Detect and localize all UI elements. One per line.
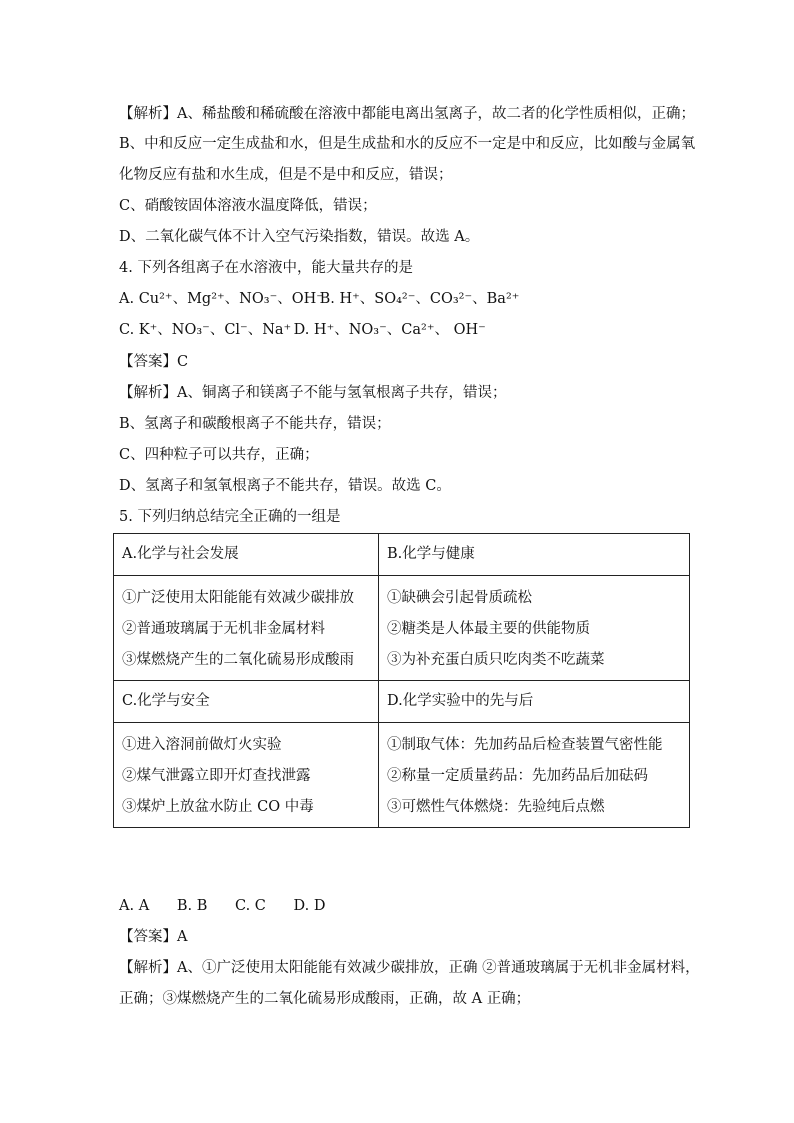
question-4-options-row-1	[119, 289, 519, 309]
answer-5: 【答案】A	[119, 929, 188, 945]
table-item: ①广泛使用太阳能能有效减少碳排放	[122, 590, 354, 606]
cell-c-items	[114, 723, 379, 828]
summary-table	[113, 533, 690, 828]
cell-a-items	[114, 576, 379, 681]
cell-b-head: B.化学与健康	[379, 534, 690, 576]
question-5-options: A. A B. B C. C D. D	[119, 898, 326, 914]
cell-d-head: D.化学实验中的先与后	[379, 681, 690, 723]
table-item: ③煤燃烧产生的二氧化硫易形成酸雨	[122, 652, 354, 668]
table-item: ②普通玻璃属于无机非金属材料	[122, 621, 325, 637]
option-a: A. Cu²⁺、Mg²⁺、NO₃⁻、OH⁻	[119, 291, 324, 307]
table-item: ①进入溶洞前做灯火实验	[122, 737, 282, 753]
explanation-line: C、四种粒子可以共存，正确；	[119, 447, 319, 463]
explanation-line: D、氢离子和氢氧根离子不能共存，错误。故选 C。	[119, 478, 451, 494]
table-item: ②煤气泄露立即开灯查找泄露	[122, 768, 311, 784]
option-b: B. H⁺、SO₄²⁻、CO₃²⁻、Ba²⁺	[319, 291, 520, 307]
explanation-line: 正确；③煤燃烧产生的二氧化硫易形成酸雨，正确，故 A 正确；	[119, 991, 531, 1007]
option-d: D. H⁺、NO₃⁻、Ca²⁺、 OH⁻	[293, 322, 486, 338]
cell-a-head: A.化学与社会发展	[114, 534, 379, 576]
explanation-line: B、中和反应一定生成盐和水，但是生成盐和水的反应不一定是中和反应，比如酸与金属氧	[119, 136, 696, 152]
cell-d-items	[379, 723, 690, 828]
cell-b-items	[379, 576, 690, 681]
table-item: ③可燃性气体燃烧：先验纯后点燃	[387, 799, 605, 815]
cell-c-head: C.化学与安全	[114, 681, 379, 723]
answer-4: 【答案】C	[119, 354, 189, 370]
explanation-line: D、二氧化碳气体不计入空气污染指数，错误。故选 A。	[119, 229, 480, 245]
table-item: ②糖类是人体最主要的供能物质	[387, 621, 590, 637]
table-item: ③为补充蛋白质只吃肉类不吃蔬菜	[387, 652, 605, 668]
question-5: 5. 下列归纳总结完全正确的一组是	[119, 509, 341, 525]
table-item: ①制取气体：先加药品后检查装置气密性能	[387, 737, 663, 753]
explanation-line: B、氢离子和碳酸根离子不能共存，错误；	[119, 416, 391, 432]
table-item: ②称量一定质量药品：先加药品后加砝码	[387, 768, 648, 784]
table-item: ③煤炉上放盆水防止 CO 中毒	[122, 799, 314, 815]
explanation-line: C、硝酸铵固体溶液水温度降低，错误；	[119, 198, 377, 214]
explanation-line: 【解析】A、①广泛使用太阳能能有效减少碳排放，正确 ②普通玻璃属于无机非金属材料，	[119, 960, 700, 976]
option-c: C. K⁺、NO₃⁻、Cl⁻、Na⁺	[119, 322, 292, 338]
question-4: 4. 下列各组离子在水溶液中，能大量共存的是	[119, 260, 413, 276]
explanation-line: 【解析】A、稀盐酸和稀硫酸在溶液中都能电离出氢离子，故二者的化学性质相似，正确；	[119, 106, 695, 122]
question-4-options-row-2	[119, 320, 486, 340]
table-item: ①缺碘会引起骨质疏松	[387, 590, 532, 606]
explanation-line: 【解析】A、铜离子和镁离子不能与氢氧根离子共存，错误；	[119, 385, 507, 401]
explanation-line: 化物反应有盐和水生成，但是不是中和反应，错误；	[119, 167, 453, 183]
